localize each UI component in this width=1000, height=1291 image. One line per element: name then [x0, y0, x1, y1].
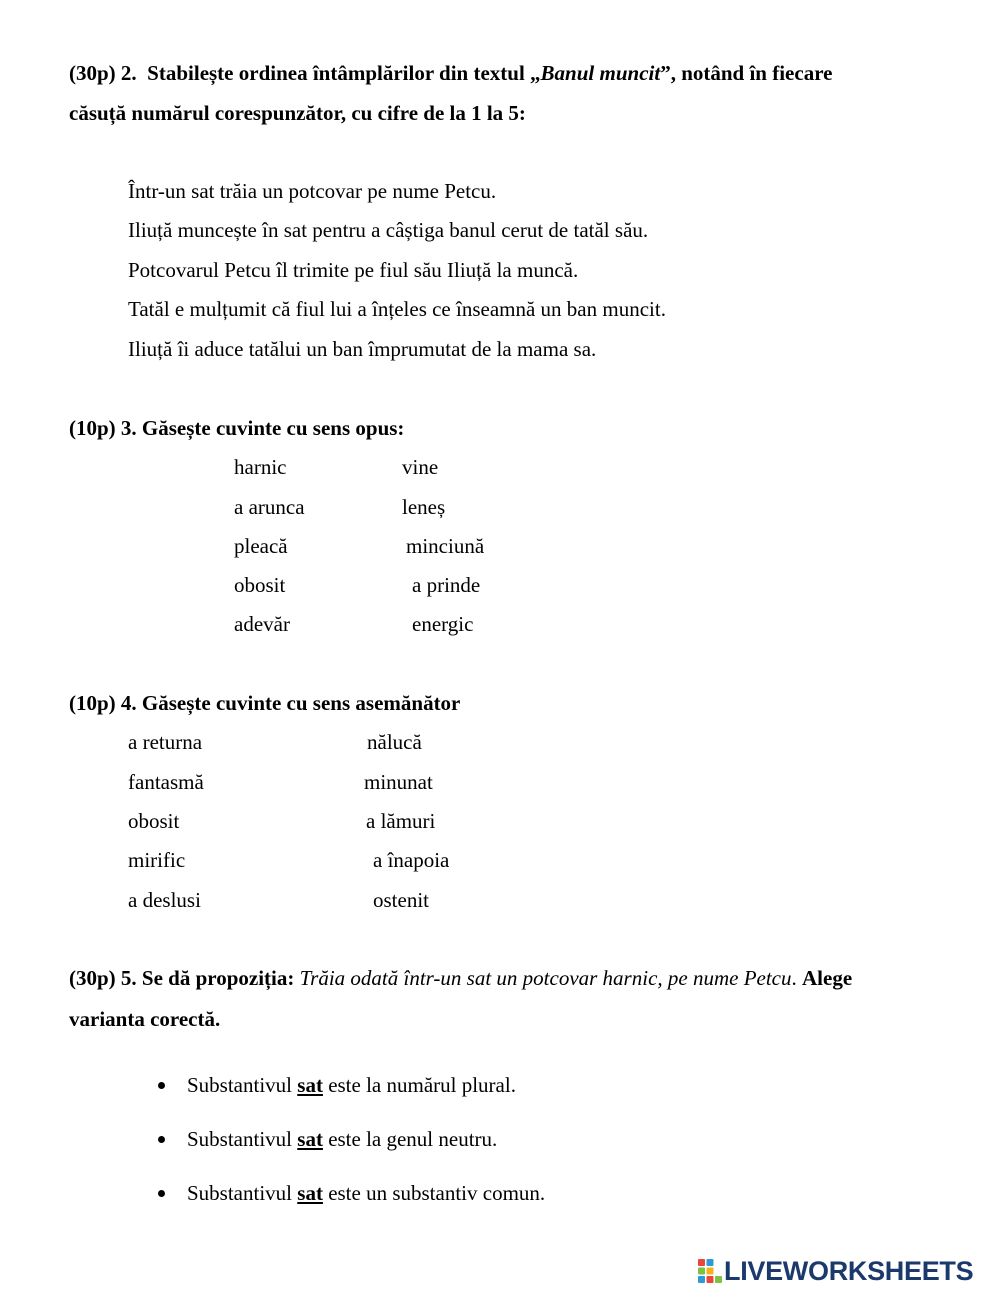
q5-heading-line2: varianta corectă. — [69, 1007, 221, 1031]
q2-event-4: Tatăl e mulțumit că fiul lui a înțeles ce înseamnă un ban muncit. — [128, 297, 666, 321]
liveworksheets-logo-icon — [698, 1259, 722, 1283]
liveworksheets-logo-text: LIVEWORKSHEETS — [724, 1256, 974, 1286]
q5-option-2-word: sat — [297, 1127, 323, 1151]
q4-right-word-4: a înapoia — [373, 848, 450, 872]
q5-sentence-dot: . — [791, 966, 797, 990]
q4-heading: (10p) 4. Găsește cuvinte cu sens asemănător — [69, 691, 461, 715]
q2-story-title: Banul muncit — [540, 61, 661, 85]
q2-event-1: Într-un sat trăia un potcovar pe nume Petcu. — [128, 179, 497, 203]
q5-heading-line1 — [69, 968, 852, 989]
q4-right-word-1: nălucă — [367, 730, 422, 754]
q2-event-5: Iliuță îi aduce tatălui un ban împrumutat de la mama sa. — [128, 337, 597, 361]
q4-left-word-1: a returna — [128, 730, 203, 754]
q2-heading-line2: căsuță numărul corespunzător, cu cifre de la 1 la 5: — [69, 101, 526, 125]
q5-option-2-suffix: este la genul neutru. — [322, 1127, 498, 1151]
q3-right-word-4: a prinde — [412, 573, 481, 597]
q2-instruction-a: Stabilește ordinea întâmplărilor din textul „ — [147, 61, 541, 85]
q3-right-word-5: energic — [412, 612, 474, 636]
q3-left-word-3: pleacă — [234, 534, 288, 558]
q3-heading: (10p) 3. Găsește cuvinte cu sens opus: — [69, 416, 405, 440]
q3-left-word-1: harnic — [234, 455, 287, 479]
q4-left-word-5: a deslusi — [128, 888, 201, 912]
q5-option-1[interactable] — [187, 1075, 516, 1096]
q5-option-1-word: sat — [297, 1073, 323, 1097]
q5-choose: Alege — [802, 966, 853, 990]
q2-instruction-b: ”, notând în fiecare — [660, 61, 833, 85]
q2-event-3: Potcovarul Petcu îl trimite pe fiul său Iliuță la muncă. — [128, 258, 579, 282]
q5-option-3-prefix: Substantivul — [187, 1181, 298, 1205]
q4-right-word-3: a lămuri — [366, 809, 436, 833]
q4-right-word-5: ostenit — [373, 888, 429, 912]
q2-event-2: Iliuță muncește în sat pentru a câștiga banul cerut de tatăl său. — [128, 218, 649, 242]
q4-right-word-2: minunat — [364, 770, 433, 794]
bullet-icon — [158, 1136, 165, 1143]
q5-option-3-suffix: este un substantiv comun. — [322, 1181, 546, 1205]
q3-right-word-3: minciună — [406, 534, 485, 558]
q5-option-1-prefix: Substantivul — [187, 1073, 298, 1097]
q4-left-word-2: fantasmă — [128, 770, 204, 794]
q4-left-word-4: mirific — [128, 848, 186, 872]
q5-sentence: Trăia odată într-un sat un potcovar harnic, pe nume Petcu — [299, 966, 792, 990]
q5-option-1-suffix: este la numărul plural. — [322, 1073, 516, 1097]
q5-heading-bold: (30p) 5. Se dă propoziția: — [69, 966, 295, 990]
bullet-icon — [158, 1190, 165, 1197]
q5-option-2-prefix: Substantivul — [187, 1127, 298, 1151]
q5-option-2[interactable] — [187, 1129, 497, 1150]
q3-left-word-4: obosit — [234, 573, 286, 597]
q3-left-word-2: a arunca — [234, 495, 305, 519]
q2-heading-line1 — [69, 63, 832, 84]
q4-left-word-3: obosit — [128, 809, 180, 833]
bullet-icon — [158, 1082, 165, 1089]
q3-right-word-1: vine — [402, 455, 439, 479]
q5-option-3[interactable] — [187, 1183, 545, 1204]
q5-option-3-word: sat — [297, 1181, 323, 1205]
q2-points: (30p) 2. — [69, 61, 137, 85]
q3-left-word-5: adevăr — [234, 612, 290, 636]
q3-right-word-2: leneș — [402, 495, 446, 519]
